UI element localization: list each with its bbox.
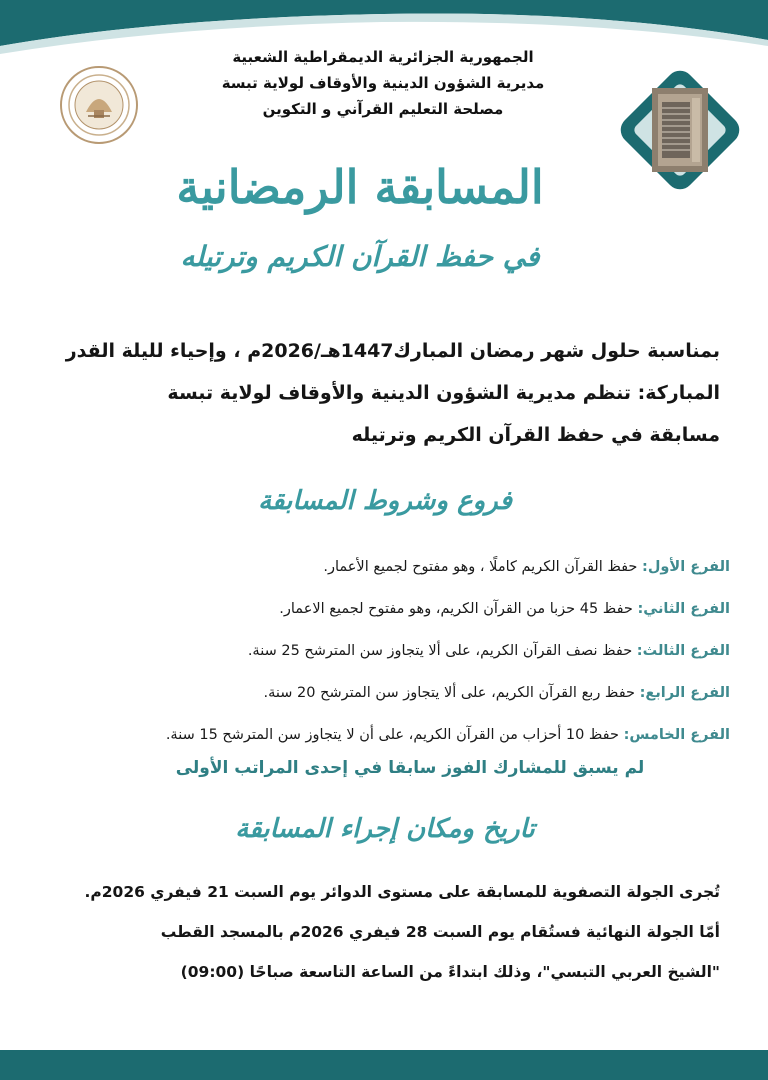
branch-item xyxy=(40,588,730,630)
bottom-decorative-band xyxy=(0,1050,768,1080)
branch-text: حفظ 10 أحزاب من القرآن الكريم، على أن لا يتجاوز سن المترشح 15 سنة. xyxy=(165,727,624,743)
intro-line: مسابقة في حفظ القرآن الكريم وترتيله xyxy=(351,424,720,446)
branch-text: حفظ القرآن الكريم كاملًا ، وهو مفتوح لجميع الأعمار. xyxy=(323,559,643,575)
branch-label: الفرع الرابع: xyxy=(639,685,730,701)
branch-text: حفظ ربع القرآن الكريم، على ألا يتجاوز سن المترشح 20 سنة. xyxy=(263,685,640,701)
header-service: مصلحة التعليم القرآني و التكوين xyxy=(262,100,504,118)
schedule-section-title: تاريخ ومكان إجراء المسابقة xyxy=(235,814,535,844)
competition-subtitle: في حفظ القرآن الكريم وترتيله xyxy=(180,240,540,273)
branch-label: الفرع الخامس: xyxy=(623,727,730,743)
header-directorate: مديرية الشؤون الدينية والأوقاف لولاية تبسة xyxy=(221,74,545,92)
ministry-seal-icon xyxy=(58,64,140,146)
schedule-line: أمّا الجولة النهائية فستُقام يوم السبت 28 فيفري 2026م بالمسجد القطب xyxy=(160,923,720,941)
header-republic: الجمهورية الجزائرية الديمقراطية الشعبية xyxy=(232,48,534,66)
competition-title: المسابقة الرمضانية xyxy=(176,160,544,214)
branch-text: حفظ نصف القرآن الكريم، على ألا يتجاوز سن المترشح 25 سنة. xyxy=(247,643,637,659)
intro-paragraph xyxy=(50,330,720,456)
eligibility-note: لم يسبق للمشارك الفوز سابقا في إحدى المراتب الأولى xyxy=(175,758,645,778)
branch-item xyxy=(40,714,730,756)
schedule-line: "الشيخ العربي التبسي"، وذلك ابتداءً من الساعة التاسعة صباحًا (09:00) xyxy=(180,963,720,981)
branches-section-title: فروع وشروط المسابقة xyxy=(258,486,512,516)
mosque-aerial-photo xyxy=(612,62,748,198)
branch-label: الفرع الثالث: xyxy=(636,643,730,659)
intro-line: المباركة: تنظم مديرية الشؤون الدينية والأوقاف لولاية تبسة xyxy=(167,382,720,404)
branch-label: الفرع الأول: xyxy=(642,559,730,575)
branches-list xyxy=(40,546,730,756)
branch-item xyxy=(40,630,730,672)
branch-item xyxy=(40,546,730,588)
branch-label: الفرع الثاني: xyxy=(637,601,730,617)
branch-item xyxy=(40,672,730,714)
schedule-line: تُجرى الجولة التصفوية للمسابقة على مستوى الدوائر يوم السبت 21 فيفري 2026م. xyxy=(84,883,720,901)
branch-text: حفظ 45 حزبا من القرآن الكريم، وهو مفتوح لجميع الاعمار. xyxy=(279,601,638,617)
schedule-paragraph xyxy=(50,872,720,992)
intro-line: بمناسبة حلول شهر رمضان المبارك1447هـ/2026م ، وإحياء لليلة القدر xyxy=(65,340,720,362)
institution-header xyxy=(218,44,548,122)
